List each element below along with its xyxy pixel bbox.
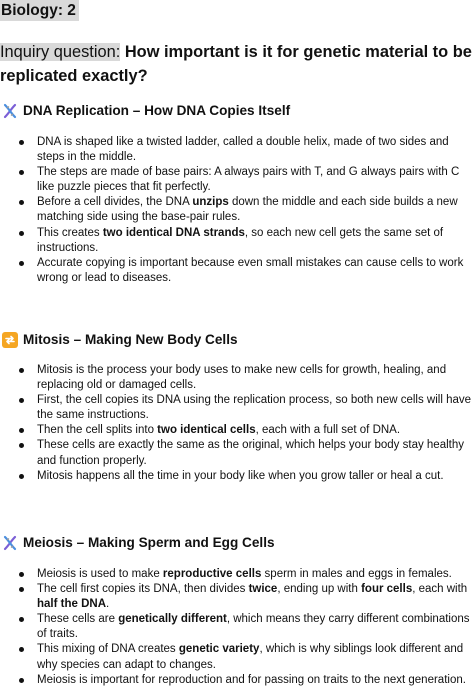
list-item	[0, 165, 474, 195]
section-heading-dna-replication	[2, 101, 290, 121]
text-run: .	[106, 598, 110, 611]
text-run: Meiosis is important for reproduction and for passing on traits to the next generation.	[37, 673, 466, 686]
section-heading-text: Mitosis – Making New Body Cells	[23, 332, 238, 347]
bold-text: genetic variety	[178, 643, 260, 656]
bold-text: genetically different	[118, 613, 227, 626]
document-title: Biology: 2	[0, 0, 79, 21]
text-run: First, the cell copies its DNA using the replication process, so both new cells will have the same instructions.	[37, 394, 472, 422]
text-run: , ending up with	[277, 583, 362, 596]
inquiry-question	[0, 40, 472, 88]
text-run: The cell first copies its DNA, then divides	[37, 583, 249, 596]
text-run: Then the cell splits into	[37, 424, 158, 437]
list-item	[0, 612, 474, 642]
meiosis-list	[0, 567, 474, 688]
list-item	[0, 673, 474, 688]
text-run: Meiosis is used to make	[37, 568, 163, 580]
bold-text: twice	[248, 583, 278, 596]
text-run: , each with a full set of DNA.	[255, 424, 401, 437]
list-item	[0, 226, 474, 256]
list-item	[0, 135, 474, 165]
list-item	[0, 363, 474, 393]
section-heading-text: Meiosis – Making Sperm and Egg Cells	[23, 535, 275, 550]
text-run: down the middle and each side builds a new matching side using the base-pair rules.	[37, 196, 458, 224]
text-run: , so each new cell gets the same set of instructions.	[37, 226, 444, 254]
section-heading-meiosis	[2, 533, 275, 553]
list-item	[0, 438, 474, 468]
inquiry-text: How important is it for genetic material to be replicated exactly?	[0, 43, 472, 85]
text-run: Mitosis happens all the time in your body like when you grow taller or heal a cut.	[37, 469, 444, 482]
text-run: , which means they carry different combinations of traits.	[37, 613, 470, 641]
dna-icon	[2, 535, 18, 551]
list-item	[0, 393, 474, 423]
list-item	[0, 256, 474, 286]
text-run: These cells are	[37, 613, 119, 626]
bold-text: two identical cells	[157, 424, 256, 437]
list-item	[0, 423, 474, 438]
text-run: sperm in males and eggs in females.	[261, 568, 452, 580]
text-run: Accurate copying is important because even small mistakes can cause cells to work wrong or lead to diseases.	[37, 256, 464, 284]
list-item	[0, 195, 474, 225]
text-run: These cells are exactly the same as the original, which helps your body stay healthy and function properly.	[37, 439, 464, 467]
text-run: Mitosis is the process your body uses to make new cells for growth, healing, and replacing old or damaged cells.	[37, 364, 447, 392]
bold-text: two identical DNA strands	[102, 226, 245, 239]
mitosis-list	[0, 363, 474, 484]
text-run: , each with	[412, 583, 468, 596]
list-item	[0, 582, 474, 612]
text-run: The steps are made of base pairs: A always pairs with T, and G always pairs with C like puzzle pieces that fit perfectly.	[37, 166, 460, 194]
list-item	[0, 469, 474, 484]
inquiry-label: Inquiry question:	[0, 43, 121, 61]
dna-replication-list	[0, 135, 474, 286]
text-run: , which is why siblings look different and why species can adapt to changes.	[37, 643, 464, 671]
repeat-arrows-icon	[2, 332, 18, 348]
list-item	[0, 567, 474, 582]
text-run: Before a cell divides, the DNA	[37, 196, 193, 209]
section-heading-text: DNA Replication – How DNA Copies Itself	[23, 103, 291, 118]
bold-text: reproductive cells	[162, 568, 262, 580]
text-run: This mixing of DNA creates	[37, 643, 179, 656]
text-run: This creates	[37, 226, 103, 239]
bold-text: unzips	[192, 196, 229, 209]
bold-text: half the DNA	[37, 598, 106, 611]
section-heading-mitosis	[2, 330, 238, 350]
bold-text: four cells	[361, 583, 413, 596]
dna-icon	[2, 103, 18, 119]
list-item	[0, 642, 474, 672]
text-run: DNA is shaped like a twisted ladder, called a double helix, made of two sides and steps in the middle.	[37, 136, 449, 164]
